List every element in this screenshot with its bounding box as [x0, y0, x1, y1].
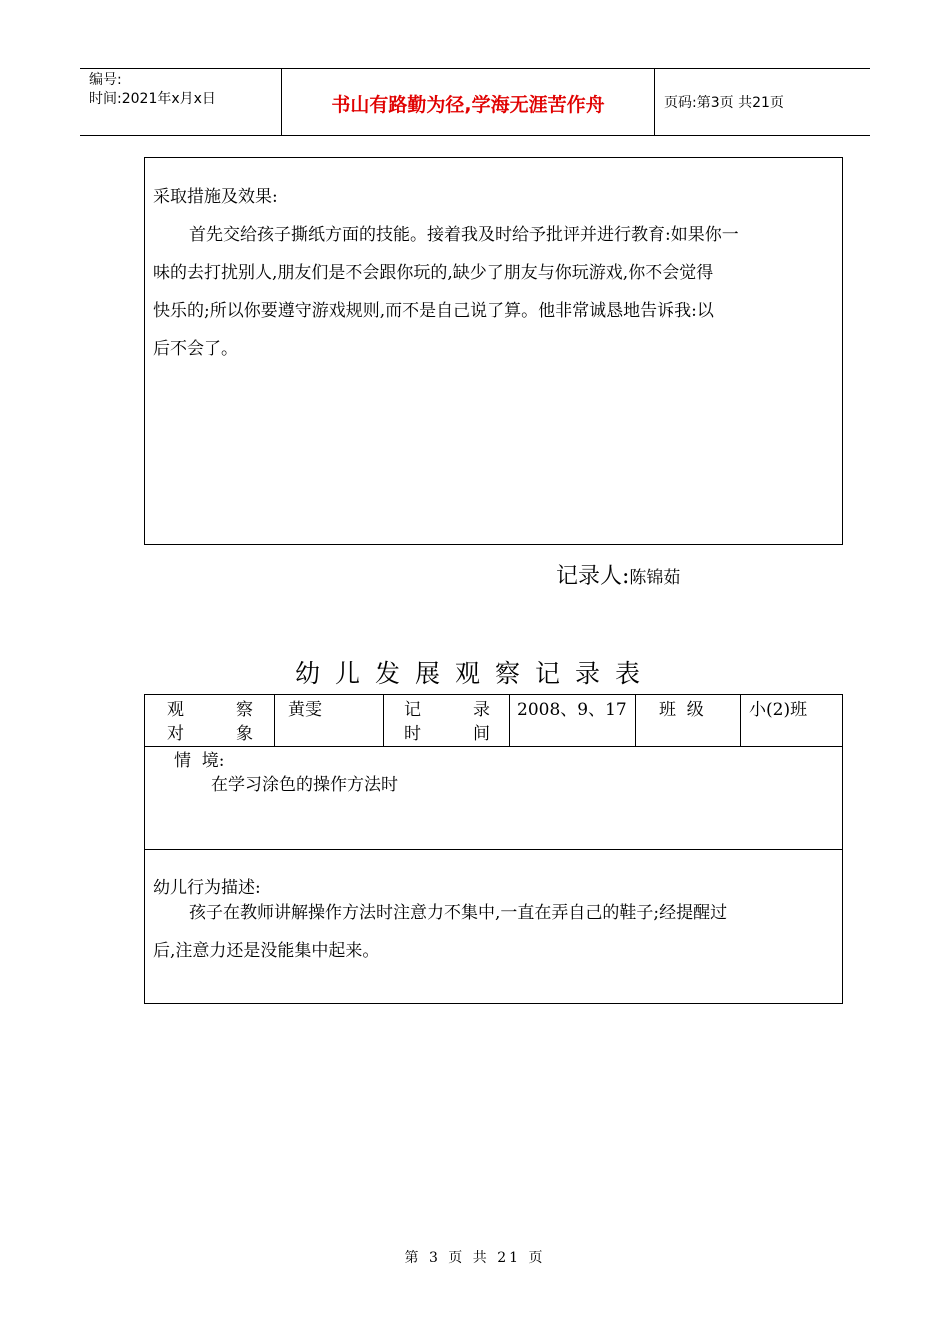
form-title: 幼儿发展观察记录表: [294, 659, 655, 688]
header-bottom-rule: [80, 135, 870, 136]
measures-line: 快乐的;所以你要遵守游戏规则,而不是自己说了算。他非常诚恳地告诉我:以: [153, 301, 714, 321]
time-label-char: 录: [473, 700, 490, 720]
record-time-label: [404, 698, 490, 746]
situation-heading: 情 境:: [174, 751, 225, 771]
time-label-char: 时: [404, 724, 421, 744]
behavior-text: [153, 894, 727, 970]
table-col-divider: [274, 695, 275, 746]
record-time-value: 2008、9、17: [517, 700, 627, 720]
situation-text: 在学习涂色的操作方法时: [211, 775, 398, 795]
page-footer: 第 3 页 共 21 页: [404, 1250, 546, 1266]
measures-line: 味的去打扰别人,朋友们是不会跟你玩的,缺少了朋友与你玩游戏,你不会觉得: [153, 263, 714, 283]
measures-heading: 采取措施及效果:: [153, 187, 278, 207]
subject-label-char: 察: [236, 700, 253, 720]
behavior-heading: 幼儿行为描述:: [153, 878, 261, 898]
measures-text: [153, 178, 833, 368]
subject-label-char: 象: [236, 724, 253, 744]
class-label: 班 级: [659, 700, 704, 720]
recorder-signature: [556, 559, 680, 590]
header-divider-right: [654, 68, 655, 136]
table-row-divider: [145, 746, 842, 747]
measures-line: 后不会了。: [153, 339, 238, 359]
header-meta: [89, 71, 216, 109]
table-col-divider: [383, 695, 384, 746]
header-number-label: 编号:: [89, 72, 122, 88]
header-motto: 书山有路勤为径,学海无涯苦作舟: [331, 94, 605, 116]
subject-value: 黄雯: [288, 700, 322, 720]
header-time: 时间:2021年x月x日: [89, 91, 216, 107]
header-page-number: 页码:第3页 共21页: [664, 95, 784, 111]
recorder-label: 记录人:: [556, 564, 630, 589]
time-label-char: 记: [404, 700, 421, 720]
behavior-line: 孩子在教师讲解操作方法时注意力不集中,一直在弄自己的鞋子;经提醒过: [189, 903, 728, 923]
table-col-divider: [740, 695, 741, 746]
class-value: 小(2)班: [749, 700, 808, 720]
subject-label-char: 对: [167, 724, 184, 744]
table-col-divider: [635, 695, 636, 746]
time-label-char: 间: [473, 724, 490, 744]
header-top-rule: [80, 68, 870, 69]
observation-table: [144, 694, 843, 1004]
measures-line: 首先交给孩子撕纸方面的技能。接着我及时给予批评并进行教育:如果你一: [189, 225, 739, 245]
recorder-name: 陈锦茹: [629, 568, 681, 588]
behavior-line: 后,注意力还是没能集中起来。: [153, 941, 380, 961]
table-col-divider: [509, 695, 510, 746]
subject-label: [167, 698, 253, 746]
subject-label-char: 观: [167, 700, 184, 720]
table-row-divider: [145, 849, 842, 850]
